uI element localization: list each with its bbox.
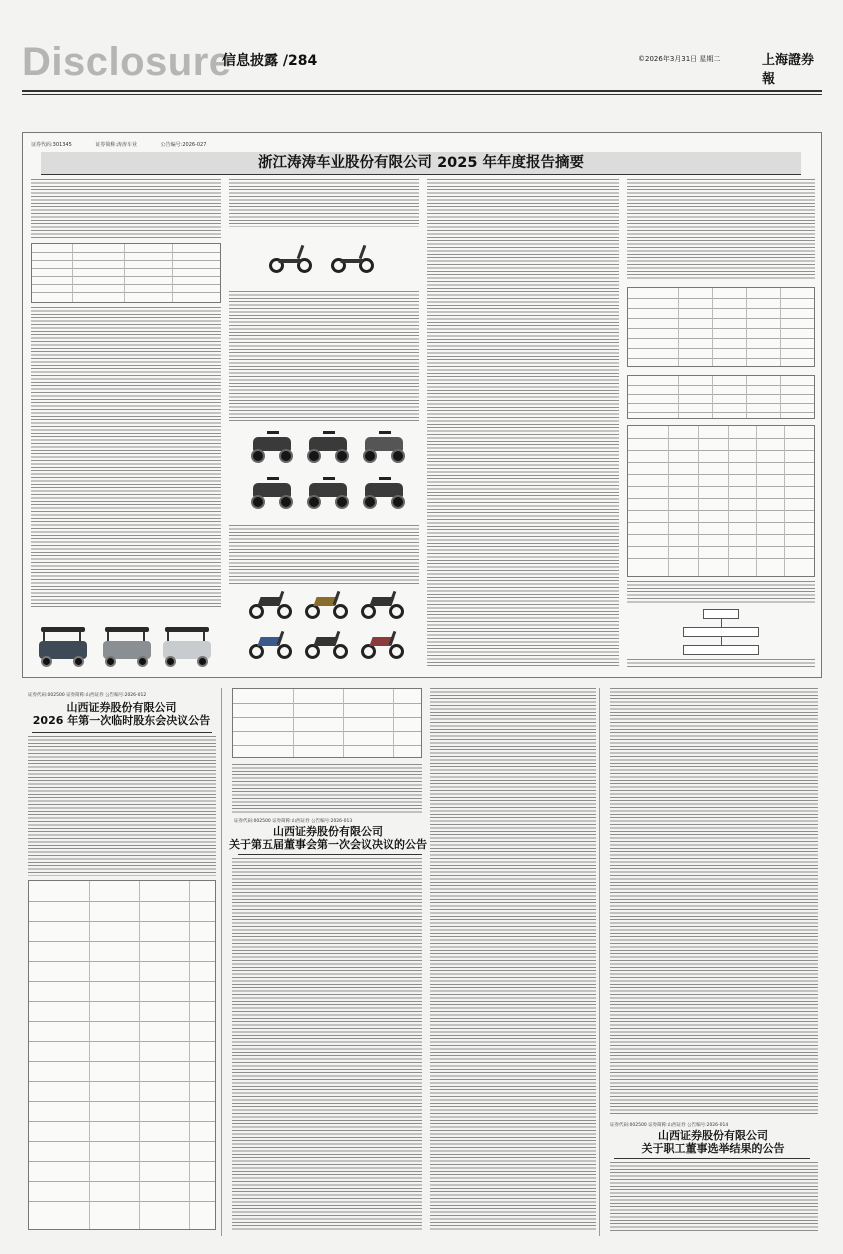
notice-title: 关于第五届董事会第一次会议决议的公告 [229,837,427,851]
text-block [232,764,422,814]
dirt-bike-icon [305,629,349,659]
scooter-icon [331,243,375,273]
text-block [627,179,815,279]
masthead-rule-thin [22,94,822,95]
ownership-connector [721,637,722,645]
company-name: 山西证券股份有限公司 [273,825,383,838]
atv-icon [249,429,295,463]
employee-director-notice [604,688,822,1236]
atv-icon [249,475,295,509]
text-block [610,688,818,1116]
newspaper-brand: 上海證券報 [762,53,815,87]
title-rule [238,854,422,855]
dirt-bike-icon [361,629,405,659]
text-block [610,1162,818,1232]
ownership-box [683,645,759,655]
shareholder-meeting-notice [22,688,222,1236]
notice-title: 浙江涛涛车业股份有限公司 2025 年年度报告摘要 [258,155,584,171]
annual-report-notice [22,132,822,678]
shareholder-table [627,425,815,577]
masthead-rule [22,90,822,92]
golf-cart-icon [101,627,153,667]
text-block [31,179,221,239]
text-block [232,858,422,1232]
notice-codes: 证券代码:002500 证券简称:山西证券 公告编号:2026-013 [234,819,353,824]
dirt-bike-icon [249,589,293,619]
dirt-bike-icon [249,629,293,659]
title-band [41,152,801,174]
notice-heading [228,826,428,851]
notice-codes: 证券代码:002500 证券简称:山西证券 公告编号:2026-014 [610,1123,729,1128]
text-block [427,179,619,667]
ownership-box [703,609,739,619]
column-4 [627,179,815,669]
notice-codes: 证券代码:002500 证券简称:山西证券 公告编号:2026-012 [28,693,147,698]
financial-data-table [627,287,815,367]
text-block [627,581,815,603]
company-name: 山西证券股份有限公司 [658,1129,768,1142]
text-block [430,688,596,1232]
stock-code: 证券代码:301345 [31,142,72,148]
title-underline [41,174,801,175]
board-meeting-notice [228,688,600,1236]
section-label: 信息披露 /284 [222,53,318,69]
atvs-image [249,429,409,519]
title-rule [32,732,212,733]
golf-carts-image [37,627,217,673]
notice-heading [22,702,221,727]
column-2 [229,179,419,669]
text-block [627,659,815,667]
notice-codes [31,141,228,148]
notice-title: 2026 年第一次临时股东会决议公告 [32,713,211,727]
scooter-icon [269,243,313,273]
e-scooters-image [269,235,389,285]
quarterly-data-table [627,375,815,419]
text-block [229,179,419,227]
ownership-connector [721,619,722,627]
company-name: 山西证券股份有限公司 [66,701,177,714]
text-block [229,291,419,421]
atv-icon [361,429,407,463]
notice-heading [604,1130,822,1155]
masthead-wordmark: Disclosure [22,40,232,84]
voting-table [28,880,216,1230]
notice-title: 关于职工董事选举结果的公告 [641,1141,785,1155]
atv-icon [361,475,407,509]
text-block [229,525,419,585]
dirt-bikes-image [249,589,409,669]
atv-icon [305,429,351,463]
notice-number: 公告编号:2026-027 [160,142,207,148]
stock-name: 证券简称:涛涛车业 [95,142,138,148]
title-rule [614,1158,810,1159]
dirt-bike-icon [361,589,405,619]
dirt-bike-icon [305,589,349,619]
golf-cart-icon [37,627,89,667]
column-1 [31,179,221,669]
company-info-table [31,243,221,303]
voting-table-continued [232,688,422,758]
text-block [31,307,221,607]
ownership-box [683,627,759,637]
column-3 [427,179,619,669]
text-block [28,736,216,876]
masthead [22,40,822,86]
issue-date: ©2026年3月31日 星期二 [638,55,721,63]
atv-icon [305,475,351,509]
golf-cart-icon [161,627,213,667]
